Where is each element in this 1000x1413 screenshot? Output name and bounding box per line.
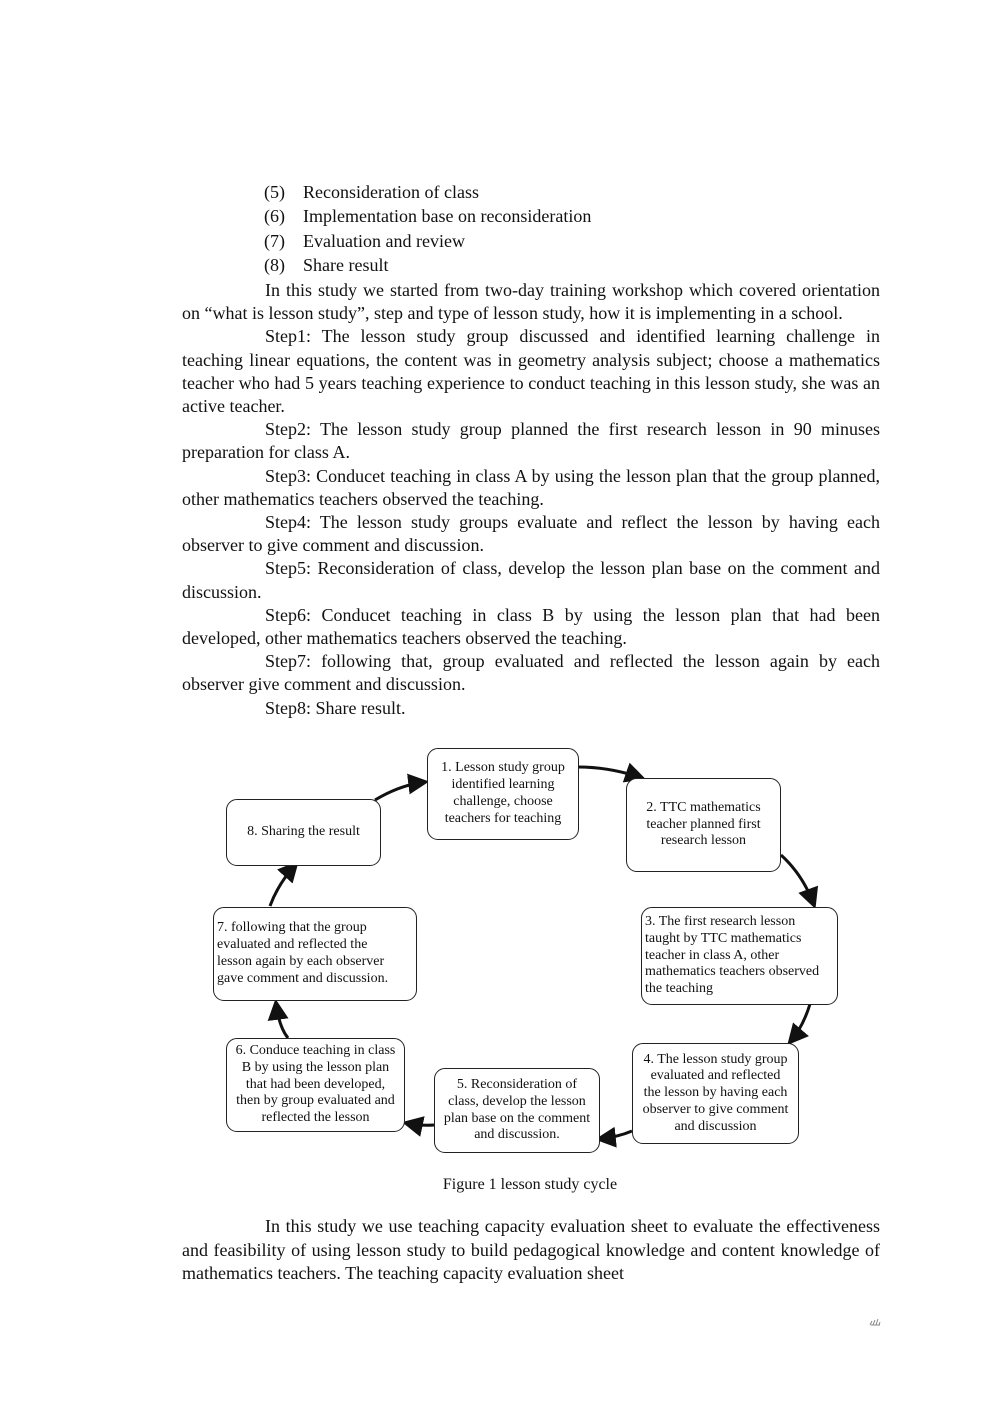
lesson-study-cycle-figure (200, 745, 850, 1165)
closing-text (182, 1215, 880, 1286)
list-item (264, 204, 884, 228)
list-number: (5) (264, 182, 285, 202)
paragraph-step8: Step8: Share result. (265, 697, 406, 718)
paragraph-closing: In this study we use teaching capacity evaluation sheet to evaluate the effectiveness and feasibility of using lesson study to build pedagogical knowledge and content knowledge of mathematics teachers. The teaching capacity evaluation sheet (182, 1216, 880, 1283)
paragraph-step2: Step2: The lesson study group planned the first research lesson in 90 minuses preparation for class A. (182, 419, 880, 463)
cycle-box-4: 4. The lesson study group evaluated and reflected the lesson by having each observer to give comment and discussion (632, 1043, 799, 1144)
arrow-5-to-6 (406, 1123, 434, 1125)
list-item (264, 253, 884, 277)
arrow-6-to-7 (276, 1003, 288, 1038)
arrow-1-to-2 (578, 767, 642, 778)
step-list (264, 180, 884, 277)
paragraph-step4: Step4: The lesson study groups evaluate and reflect the lesson by having each observer to give comment and discussion. (182, 512, 880, 556)
paragraph-step7: Step7: following that, group evaluated and reflected the lesson again by each observer give comment and discussion. (182, 651, 880, 695)
paragraph-intro: In this study we started from two-day training workshop which covered orientation on “what is lesson study”, step and type of lesson study, how it is implementing in a school. (182, 280, 880, 324)
arrow-7-to-8 (270, 864, 296, 906)
paragraph-step1: Step1: The lesson study group discussed and identified learning challenge in teaching linear equations, the content was in geometry analysis subject; choose a mathematics teacher who had 5 years teaching experience to conduct teaching in this lesson study, she was an active teacher. (182, 326, 880, 417)
cycle-box-8: 8. Sharing the result (226, 799, 381, 866)
list-item (264, 180, 884, 204)
page-corner-mark-icon (869, 1314, 881, 1326)
list-number: (7) (264, 230, 285, 251)
arrow-2-to-3 (781, 855, 814, 905)
cycle-box-3: 3. The first research lesson taught by TTC mathematics teacher in class A, other mathematics teachers observed the teaching (641, 907, 838, 1005)
paragraph-step5: Step5: Reconsideration of class, develop the lesson plan base on the comment and discussion. (182, 558, 880, 602)
arrow-8-to-1 (375, 782, 425, 800)
paragraph-step6: Step6: Conducet teaching in class B by using the lesson plan that had been developed, other mathematics teachers observed the teaching. (182, 604, 880, 649)
cycle-box-5: 5. Reconsideration of class, develop the lesson plan base on the comment and discussion. (434, 1068, 600, 1153)
cycle-box-2: 2. TTC mathematics teacher planned first research lesson (626, 778, 781, 872)
list-text: Share result (303, 254, 389, 275)
list-text: Implementation base on reconsideration (303, 206, 592, 227)
body-text (182, 279, 880, 720)
paragraph-step3: Step3: Conducet teaching in class A by using the lesson plan that the group planned, other mathematics teachers observed the teaching. (182, 465, 880, 509)
cycle-box-6: 6. Conduce teaching in class B by using the lesson plan that had been developed, then by group evaluated and reflected the lesson (226, 1038, 405, 1132)
arrow-4-to-5 (599, 1131, 632, 1139)
cycle-box-7: 7. following that the group evaluated and reflected the lesson again by each observer gave comment and discussion. (213, 907, 417, 1001)
list-number: (8) (264, 254, 285, 275)
list-text: Evaluation and review (303, 230, 465, 251)
list-number: (6) (264, 206, 285, 227)
cycle-box-1: 1. Lesson study group identified learning challenge, choose teachers for teaching (427, 748, 579, 840)
arrow-3-to-4 (790, 1004, 810, 1042)
list-item (264, 229, 884, 253)
figure-caption: Figure 1 lesson study cycle (442, 1176, 618, 1193)
list-text: Reconsideration of class (303, 182, 479, 202)
